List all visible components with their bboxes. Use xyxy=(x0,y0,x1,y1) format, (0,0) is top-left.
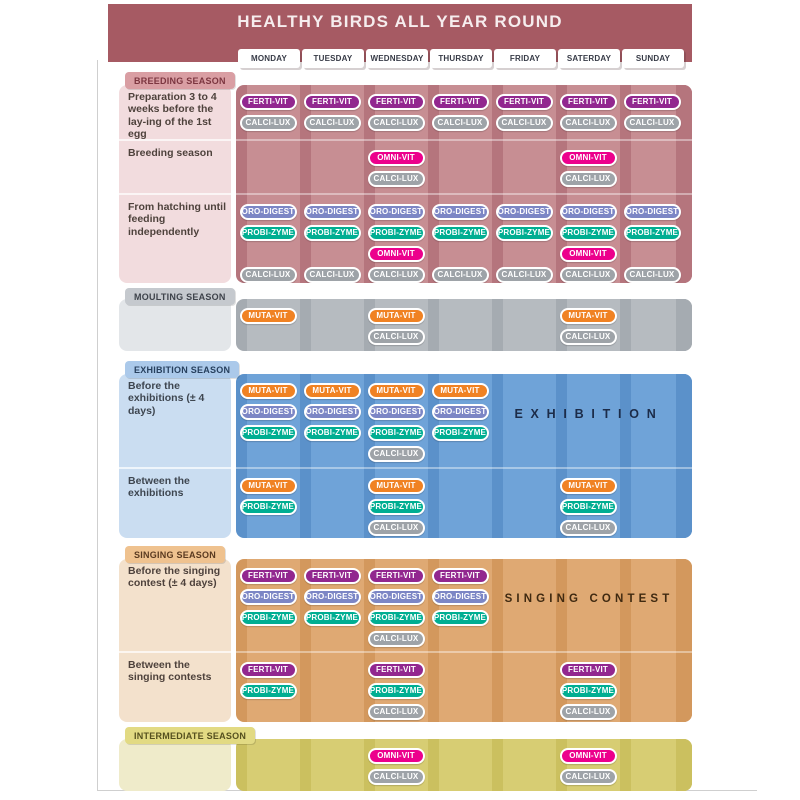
supplement-pill-oro-digest: ORO-DIGEST xyxy=(496,204,553,220)
day-cell-wednesday xyxy=(364,299,428,351)
day-cell-sunday xyxy=(620,299,684,351)
pill-slot xyxy=(364,326,428,347)
supplement-pill-omni-vit: OMNI-VIT xyxy=(368,246,425,262)
pill-slot xyxy=(492,222,556,243)
grid-row xyxy=(236,193,692,283)
supplement-pill-oro-digest: ORO-DIGEST xyxy=(432,589,489,605)
supplement-pill-probi-zyme: PROBI-ZYME xyxy=(624,225,681,241)
row-label xyxy=(119,299,231,351)
day-cell-tuesday xyxy=(300,299,364,351)
pill-slot xyxy=(364,517,428,538)
pill-slot xyxy=(492,112,556,133)
day-cell-friday xyxy=(492,653,556,722)
day-cell-tuesday xyxy=(300,469,364,538)
day-cell-sunday xyxy=(620,469,684,538)
supplement-pill-probi-zyme: PROBI-ZYME xyxy=(560,683,617,699)
pill-slot xyxy=(556,701,620,722)
day-tab-saterday: SATERDAY xyxy=(558,49,620,68)
schedule-grid-breeding xyxy=(236,85,692,283)
supplement-pill-calci-lux: CALCI-LUX xyxy=(496,267,553,283)
day-cell-monday xyxy=(236,299,300,351)
pill-slot xyxy=(428,380,492,401)
day-cell-monday xyxy=(236,653,300,722)
supplement-pill-ferti-vit: FERTI-VIT xyxy=(240,662,297,678)
supplement-pill-probi-zyme: PROBI-ZYME xyxy=(432,610,489,626)
pill-slot xyxy=(428,586,492,607)
supplement-pill-calci-lux: CALCI-LUX xyxy=(240,115,297,131)
supplement-pill-ferti-vit: FERTI-VIT xyxy=(304,568,361,584)
pill-slot xyxy=(556,222,620,243)
pill-slot-empty xyxy=(620,243,684,264)
pill-slot xyxy=(364,745,428,766)
pill-slot xyxy=(364,305,428,326)
pill-slot xyxy=(364,443,428,464)
supplement-pill-calci-lux: CALCI-LUX xyxy=(368,631,425,647)
day-cell-wednesday xyxy=(364,653,428,722)
pill-slot xyxy=(364,222,428,243)
supplement-pill-oro-digest: ORO-DIGEST xyxy=(240,204,297,220)
day-cell-thursday xyxy=(428,299,492,351)
supplement-pill-calci-lux: CALCI-LUX xyxy=(368,267,425,283)
pill-slot xyxy=(556,201,620,222)
pill-slot xyxy=(236,201,300,222)
supplement-pill-muta-vit: MUTA-VIT xyxy=(368,478,425,494)
schedule-grid-exhibition xyxy=(236,374,692,538)
day-cell-friday xyxy=(492,299,556,351)
supplement-pill-oro-digest: ORO-DIGEST xyxy=(304,589,361,605)
supplement-pill-calci-lux: CALCI-LUX xyxy=(560,171,617,187)
day-cell-wednesday xyxy=(364,559,428,651)
supplement-pill-oro-digest: ORO-DIGEST xyxy=(368,404,425,420)
supplement-pill-calci-lux: CALCI-LUX xyxy=(368,446,425,462)
pill-slot xyxy=(428,422,492,443)
supplement-pill-calci-lux: CALCI-LUX xyxy=(560,267,617,283)
day-cell-monday xyxy=(236,469,300,538)
day-cell-thursday xyxy=(428,85,492,139)
pill-slot-empty xyxy=(300,243,364,264)
day-cell-wednesday xyxy=(364,374,428,467)
day-cell-saterday xyxy=(556,299,620,351)
pill-slot xyxy=(620,91,684,112)
day-tab-thursday: THURSDAY xyxy=(430,49,492,68)
season-tag-singing: SINGING SEASON xyxy=(125,546,225,563)
day-cell-tuesday xyxy=(300,195,364,283)
supplement-pill-probi-zyme: PROBI-ZYME xyxy=(560,225,617,241)
pill-slot xyxy=(556,326,620,347)
day-cell-saterday xyxy=(556,195,620,283)
row-label-panel-singing xyxy=(119,559,231,722)
supplement-pill-ferti-vit: FERTI-VIT xyxy=(432,568,489,584)
pill-slot xyxy=(364,607,428,628)
pill-slot xyxy=(300,607,364,628)
row-label: Between the exhibitions xyxy=(119,467,231,538)
day-cell-saterday xyxy=(556,469,620,538)
schedule-grid-singing xyxy=(236,559,692,722)
supplement-pill-calci-lux: CALCI-LUX xyxy=(560,704,617,720)
day-tab-tuesday: TUESDAY xyxy=(302,49,364,68)
pill-slot xyxy=(556,680,620,701)
supplement-pill-calci-lux: CALCI-LUX xyxy=(560,520,617,536)
supplement-pill-muta-vit: MUTA-VIT xyxy=(560,308,617,324)
grid-row xyxy=(236,85,692,139)
supplement-pill-oro-digest: ORO-DIGEST xyxy=(240,404,297,420)
day-cell-wednesday xyxy=(364,739,428,791)
supplement-pill-muta-vit: MUTA-VIT xyxy=(304,383,361,399)
grid-row xyxy=(236,559,692,651)
pill-slot xyxy=(300,201,364,222)
day-cell-sunday xyxy=(620,195,684,283)
row-label-panel-intermediate xyxy=(119,739,231,791)
supplement-pill-probi-zyme: PROBI-ZYME xyxy=(560,499,617,515)
day-cell-friday xyxy=(492,195,556,283)
pill-slot xyxy=(556,766,620,787)
day-cell-monday xyxy=(236,141,300,193)
pill-slot xyxy=(364,168,428,189)
pill-slot xyxy=(364,565,428,586)
row-label: Before the exhibitions (± 4 days) xyxy=(128,380,205,417)
supplement-pill-oro-digest: ORO-DIGEST xyxy=(304,204,361,220)
supplement-pill-ferti-vit: FERTI-VIT xyxy=(560,662,617,678)
pill-slot xyxy=(428,401,492,422)
supplement-pill-probi-zyme: PROBI-ZYME xyxy=(304,425,361,441)
pill-slot xyxy=(364,201,428,222)
supplement-pill-ferti-vit: FERTI-VIT xyxy=(368,568,425,584)
supplement-pill-probi-zyme: PROBI-ZYME xyxy=(240,683,297,699)
day-cell-saterday xyxy=(556,739,620,791)
schedule-grid-moulting xyxy=(236,299,692,351)
row-label: Between the singing contests xyxy=(119,651,231,722)
pill-slot xyxy=(236,680,300,701)
pill-slot xyxy=(300,264,364,283)
pill-slot xyxy=(620,201,684,222)
supplement-pill-calci-lux: CALCI-LUX xyxy=(304,115,361,131)
pill-slot xyxy=(364,475,428,496)
day-tab-monday: MONDAY xyxy=(238,49,300,68)
pill-slot xyxy=(300,222,364,243)
pill-slot xyxy=(620,222,684,243)
day-cell-wednesday xyxy=(364,195,428,283)
pill-slot xyxy=(428,607,492,628)
pill-slot xyxy=(236,264,300,283)
day-cell-thursday xyxy=(428,374,492,467)
supplement-pill-probi-zyme: PROBI-ZYME xyxy=(432,225,489,241)
day-tab-friday: FRIDAY xyxy=(494,49,556,68)
pill-slot xyxy=(300,422,364,443)
day-cell-tuesday xyxy=(300,374,364,467)
pill-slot xyxy=(300,401,364,422)
day-cell-monday xyxy=(236,374,300,467)
supplement-pill-probi-zyme: PROBI-ZYME xyxy=(368,499,425,515)
pill-slot xyxy=(364,659,428,680)
day-cell-friday xyxy=(492,469,556,538)
pill-slot xyxy=(236,607,300,628)
day-cell-thursday xyxy=(428,559,492,651)
pill-slot xyxy=(556,305,620,326)
pill-slot xyxy=(364,380,428,401)
supplement-pill-muta-vit: MUTA-VIT xyxy=(240,383,297,399)
pill-slot xyxy=(236,659,300,680)
supplement-pill-omni-vit: OMNI-VIT xyxy=(560,246,617,262)
pill-slot xyxy=(236,422,300,443)
grid-row xyxy=(236,374,692,467)
pill-slot xyxy=(364,112,428,133)
pill-slot xyxy=(428,201,492,222)
pill-slot xyxy=(236,496,300,517)
pill-slot xyxy=(236,112,300,133)
pill-slot xyxy=(492,201,556,222)
day-cell-wednesday xyxy=(364,141,428,193)
day-cell-friday xyxy=(492,85,556,139)
pill-slot xyxy=(364,766,428,787)
pill-slot xyxy=(364,422,428,443)
pill-slot xyxy=(364,496,428,517)
supplement-pill-ferti-vit: FERTI-VIT xyxy=(432,94,489,110)
pill-slot xyxy=(364,701,428,722)
grid-row xyxy=(236,651,692,722)
pill-slot-empty xyxy=(492,243,556,264)
day-cell-thursday xyxy=(428,739,492,791)
pill-slot xyxy=(428,91,492,112)
supplement-pill-calci-lux: CALCI-LUX xyxy=(560,769,617,785)
pill-slot xyxy=(556,475,620,496)
pill-slot xyxy=(364,147,428,168)
season-tag-exhibition: EXHIBITION SEASON xyxy=(125,361,239,378)
pill-slot xyxy=(236,91,300,112)
supplement-pill-muta-vit: MUTA-VIT xyxy=(240,308,297,324)
pill-slot xyxy=(300,380,364,401)
day-cell-sunday xyxy=(620,653,684,722)
supplement-pill-omni-vit: OMNI-VIT xyxy=(368,150,425,166)
day-cell-wednesday xyxy=(364,85,428,139)
supplement-pill-ferti-vit: FERTI-VIT xyxy=(304,94,361,110)
supplement-pill-calci-lux: CALCI-LUX xyxy=(368,171,425,187)
pill-slot xyxy=(620,112,684,133)
supplement-pill-probi-zyme: PROBI-ZYME xyxy=(240,225,297,241)
grid-row xyxy=(236,139,692,193)
pill-slot xyxy=(556,112,620,133)
season-tag-intermediate: INTERMEDIATE SEASON xyxy=(125,727,255,744)
supplement-pill-calci-lux: CALCI-LUX xyxy=(240,267,297,283)
supplement-pill-probi-zyme: PROBI-ZYME xyxy=(368,225,425,241)
day-cell-saterday xyxy=(556,85,620,139)
row-label xyxy=(119,739,231,791)
pill-slot xyxy=(236,401,300,422)
supplement-pill-calci-lux: CALCI-LUX xyxy=(368,769,425,785)
pill-slot-empty xyxy=(428,243,492,264)
supplement-pill-oro-digest: ORO-DIGEST xyxy=(368,589,425,605)
day-cell-monday xyxy=(236,195,300,283)
pill-slot xyxy=(300,565,364,586)
supplement-pill-omni-vit: OMNI-VIT xyxy=(560,150,617,166)
supplement-pill-calci-lux: CALCI-LUX xyxy=(624,267,681,283)
supplement-pill-probi-zyme: PROBI-ZYME xyxy=(496,225,553,241)
grid-row xyxy=(236,299,692,351)
supplement-pill-oro-digest: ORO-DIGEST xyxy=(368,204,425,220)
day-cell-tuesday xyxy=(300,85,364,139)
supplement-pill-oro-digest: ORO-DIGEST xyxy=(432,404,489,420)
day-cell-thursday xyxy=(428,141,492,193)
pill-slot xyxy=(236,380,300,401)
supplement-pill-ferti-vit: FERTI-VIT xyxy=(240,568,297,584)
day-cell-saterday xyxy=(556,141,620,193)
supplement-pill-probi-zyme: PROBI-ZYME xyxy=(304,610,361,626)
pill-slot xyxy=(300,91,364,112)
supplement-pill-probi-zyme: PROBI-ZYME xyxy=(304,225,361,241)
pill-slot xyxy=(556,91,620,112)
pill-slot xyxy=(364,401,428,422)
supplement-pill-probi-zyme: PROBI-ZYME xyxy=(368,683,425,699)
pill-slot xyxy=(236,586,300,607)
supplement-pill-ferti-vit: FERTI-VIT xyxy=(560,94,617,110)
page-title: HEALTHY BIRDS ALL YEAR ROUND xyxy=(237,12,563,31)
row-label: Breeding season xyxy=(119,139,231,193)
supplement-pill-calci-lux: CALCI-LUX xyxy=(624,115,681,131)
day-cell-monday xyxy=(236,559,300,651)
day-cell-wednesday xyxy=(364,469,428,538)
pill-slot xyxy=(428,222,492,243)
pill-slot xyxy=(492,91,556,112)
row-label-panel-exhibition xyxy=(119,374,231,538)
day-cell-thursday xyxy=(428,195,492,283)
supplement-pill-oro-digest: ORO-DIGEST xyxy=(240,589,297,605)
supplement-pill-calci-lux: CALCI-LUX xyxy=(432,267,489,283)
row-label: Before the singing contest (± 4 days) xyxy=(128,565,221,590)
pill-slot-empty xyxy=(236,243,300,264)
day-cell-friday xyxy=(492,141,556,193)
pill-slot xyxy=(556,243,620,264)
day-cell-tuesday xyxy=(300,739,364,791)
row-label-panel-moulting xyxy=(119,299,231,351)
supplement-pill-muta-vit: MUTA-VIT xyxy=(368,383,425,399)
row-label: From hatching until feeding independently xyxy=(119,193,231,283)
supplement-pill-calci-lux: CALCI-LUX xyxy=(368,520,425,536)
supplement-pill-oro-digest: ORO-DIGEST xyxy=(304,404,361,420)
pill-slot xyxy=(364,91,428,112)
supplement-pill-calci-lux: CALCI-LUX xyxy=(368,115,425,131)
supplement-pill-omni-vit: OMNI-VIT xyxy=(368,748,425,764)
supplement-pill-probi-zyme: PROBI-ZYME xyxy=(432,425,489,441)
pill-slot xyxy=(364,586,428,607)
pill-slot xyxy=(556,659,620,680)
supplement-pill-muta-vit: MUTA-VIT xyxy=(560,478,617,494)
day-cell-friday xyxy=(492,739,556,791)
season-overlay-text: SINGING CONTEST xyxy=(504,593,674,605)
pill-slot xyxy=(364,680,428,701)
pill-slot xyxy=(620,264,684,283)
day-cell-sunday xyxy=(620,739,684,791)
day-cell-monday xyxy=(236,739,300,791)
pill-slot xyxy=(236,305,300,326)
supplement-pill-probi-zyme: PROBI-ZYME xyxy=(368,425,425,441)
pill-slot xyxy=(556,264,620,283)
day-cell-tuesday xyxy=(300,559,364,651)
day-cell-monday xyxy=(236,85,300,139)
day-cell-thursday xyxy=(428,653,492,722)
page-edge-left xyxy=(97,60,98,791)
supplement-pill-calci-lux: CALCI-LUX xyxy=(560,329,617,345)
pill-slot xyxy=(236,475,300,496)
season-tag-breeding: BREEDING SEASON xyxy=(125,72,235,89)
day-cell-tuesday xyxy=(300,653,364,722)
supplement-pill-oro-digest: ORO-DIGEST xyxy=(432,204,489,220)
day-tab-wednesday: WEDNESDAY xyxy=(366,49,428,68)
pill-slot xyxy=(556,745,620,766)
pill-slot xyxy=(428,264,492,283)
supplement-pill-calci-lux: CALCI-LUX xyxy=(432,115,489,131)
day-cell-tuesday xyxy=(300,141,364,193)
pill-slot xyxy=(300,586,364,607)
pill-slot xyxy=(236,222,300,243)
supplement-pill-calci-lux: CALCI-LUX xyxy=(560,115,617,131)
pill-slot xyxy=(556,147,620,168)
pill-slot xyxy=(556,517,620,538)
pill-slot xyxy=(364,628,428,649)
supplement-pill-ferti-vit: FERTI-VIT xyxy=(240,94,297,110)
supplement-pill-probi-zyme: PROBI-ZYME xyxy=(240,610,297,626)
pill-slot xyxy=(556,496,620,517)
supplement-pill-ferti-vit: FERTI-VIT xyxy=(368,94,425,110)
supplement-pill-muta-vit: MUTA-VIT xyxy=(432,383,489,399)
day-cell-thursday xyxy=(428,469,492,538)
pill-slot xyxy=(236,565,300,586)
season-tag-moulting: MOULTING SEASON xyxy=(125,288,235,305)
pill-slot xyxy=(428,112,492,133)
pill-slot xyxy=(556,168,620,189)
supplement-pill-ferti-vit: FERTI-VIT xyxy=(368,662,425,678)
supplement-pill-probi-zyme: PROBI-ZYME xyxy=(240,425,297,441)
supplement-pill-muta-vit: MUTA-VIT xyxy=(240,478,297,494)
season-overlay-text: EXHIBITION xyxy=(514,407,664,421)
day-cell-sunday xyxy=(620,141,684,193)
grid-row xyxy=(236,467,692,538)
row-label-panel-breeding xyxy=(119,85,231,283)
supplement-pill-probi-zyme: PROBI-ZYME xyxy=(240,499,297,515)
supplement-pill-calci-lux: CALCI-LUX xyxy=(496,115,553,131)
day-cell-saterday xyxy=(556,653,620,722)
pill-slot xyxy=(428,565,492,586)
supplement-pill-omni-vit: OMNI-VIT xyxy=(560,748,617,764)
pill-slot xyxy=(300,112,364,133)
supplement-pill-muta-vit: MUTA-VIT xyxy=(368,308,425,324)
supplement-pill-oro-digest: ORO-DIGEST xyxy=(624,204,681,220)
schedule-grid-intermediate xyxy=(236,739,692,791)
supplement-pill-calci-lux: CALCI-LUX xyxy=(304,267,361,283)
supplement-pill-ferti-vit: FERTI-VIT xyxy=(496,94,553,110)
supplement-pill-probi-zyme: PROBI-ZYME xyxy=(368,610,425,626)
pill-slot xyxy=(364,264,428,283)
day-tab-sunday: SUNDAY xyxy=(622,49,684,68)
supplement-pill-calci-lux: CALCI-LUX xyxy=(368,704,425,720)
day-cell-sunday xyxy=(620,85,684,139)
grid-row xyxy=(236,739,692,791)
pill-slot xyxy=(364,243,428,264)
pill-slot xyxy=(492,264,556,283)
supplement-pill-ferti-vit: FERTI-VIT xyxy=(624,94,681,110)
supplement-pill-calci-lux: CALCI-LUX xyxy=(368,329,425,345)
supplement-pill-oro-digest: ORO-DIGEST xyxy=(560,204,617,220)
row-label: Preparation 3 to 4 weeks before the lay-ing of the 1st egg xyxy=(128,91,217,141)
